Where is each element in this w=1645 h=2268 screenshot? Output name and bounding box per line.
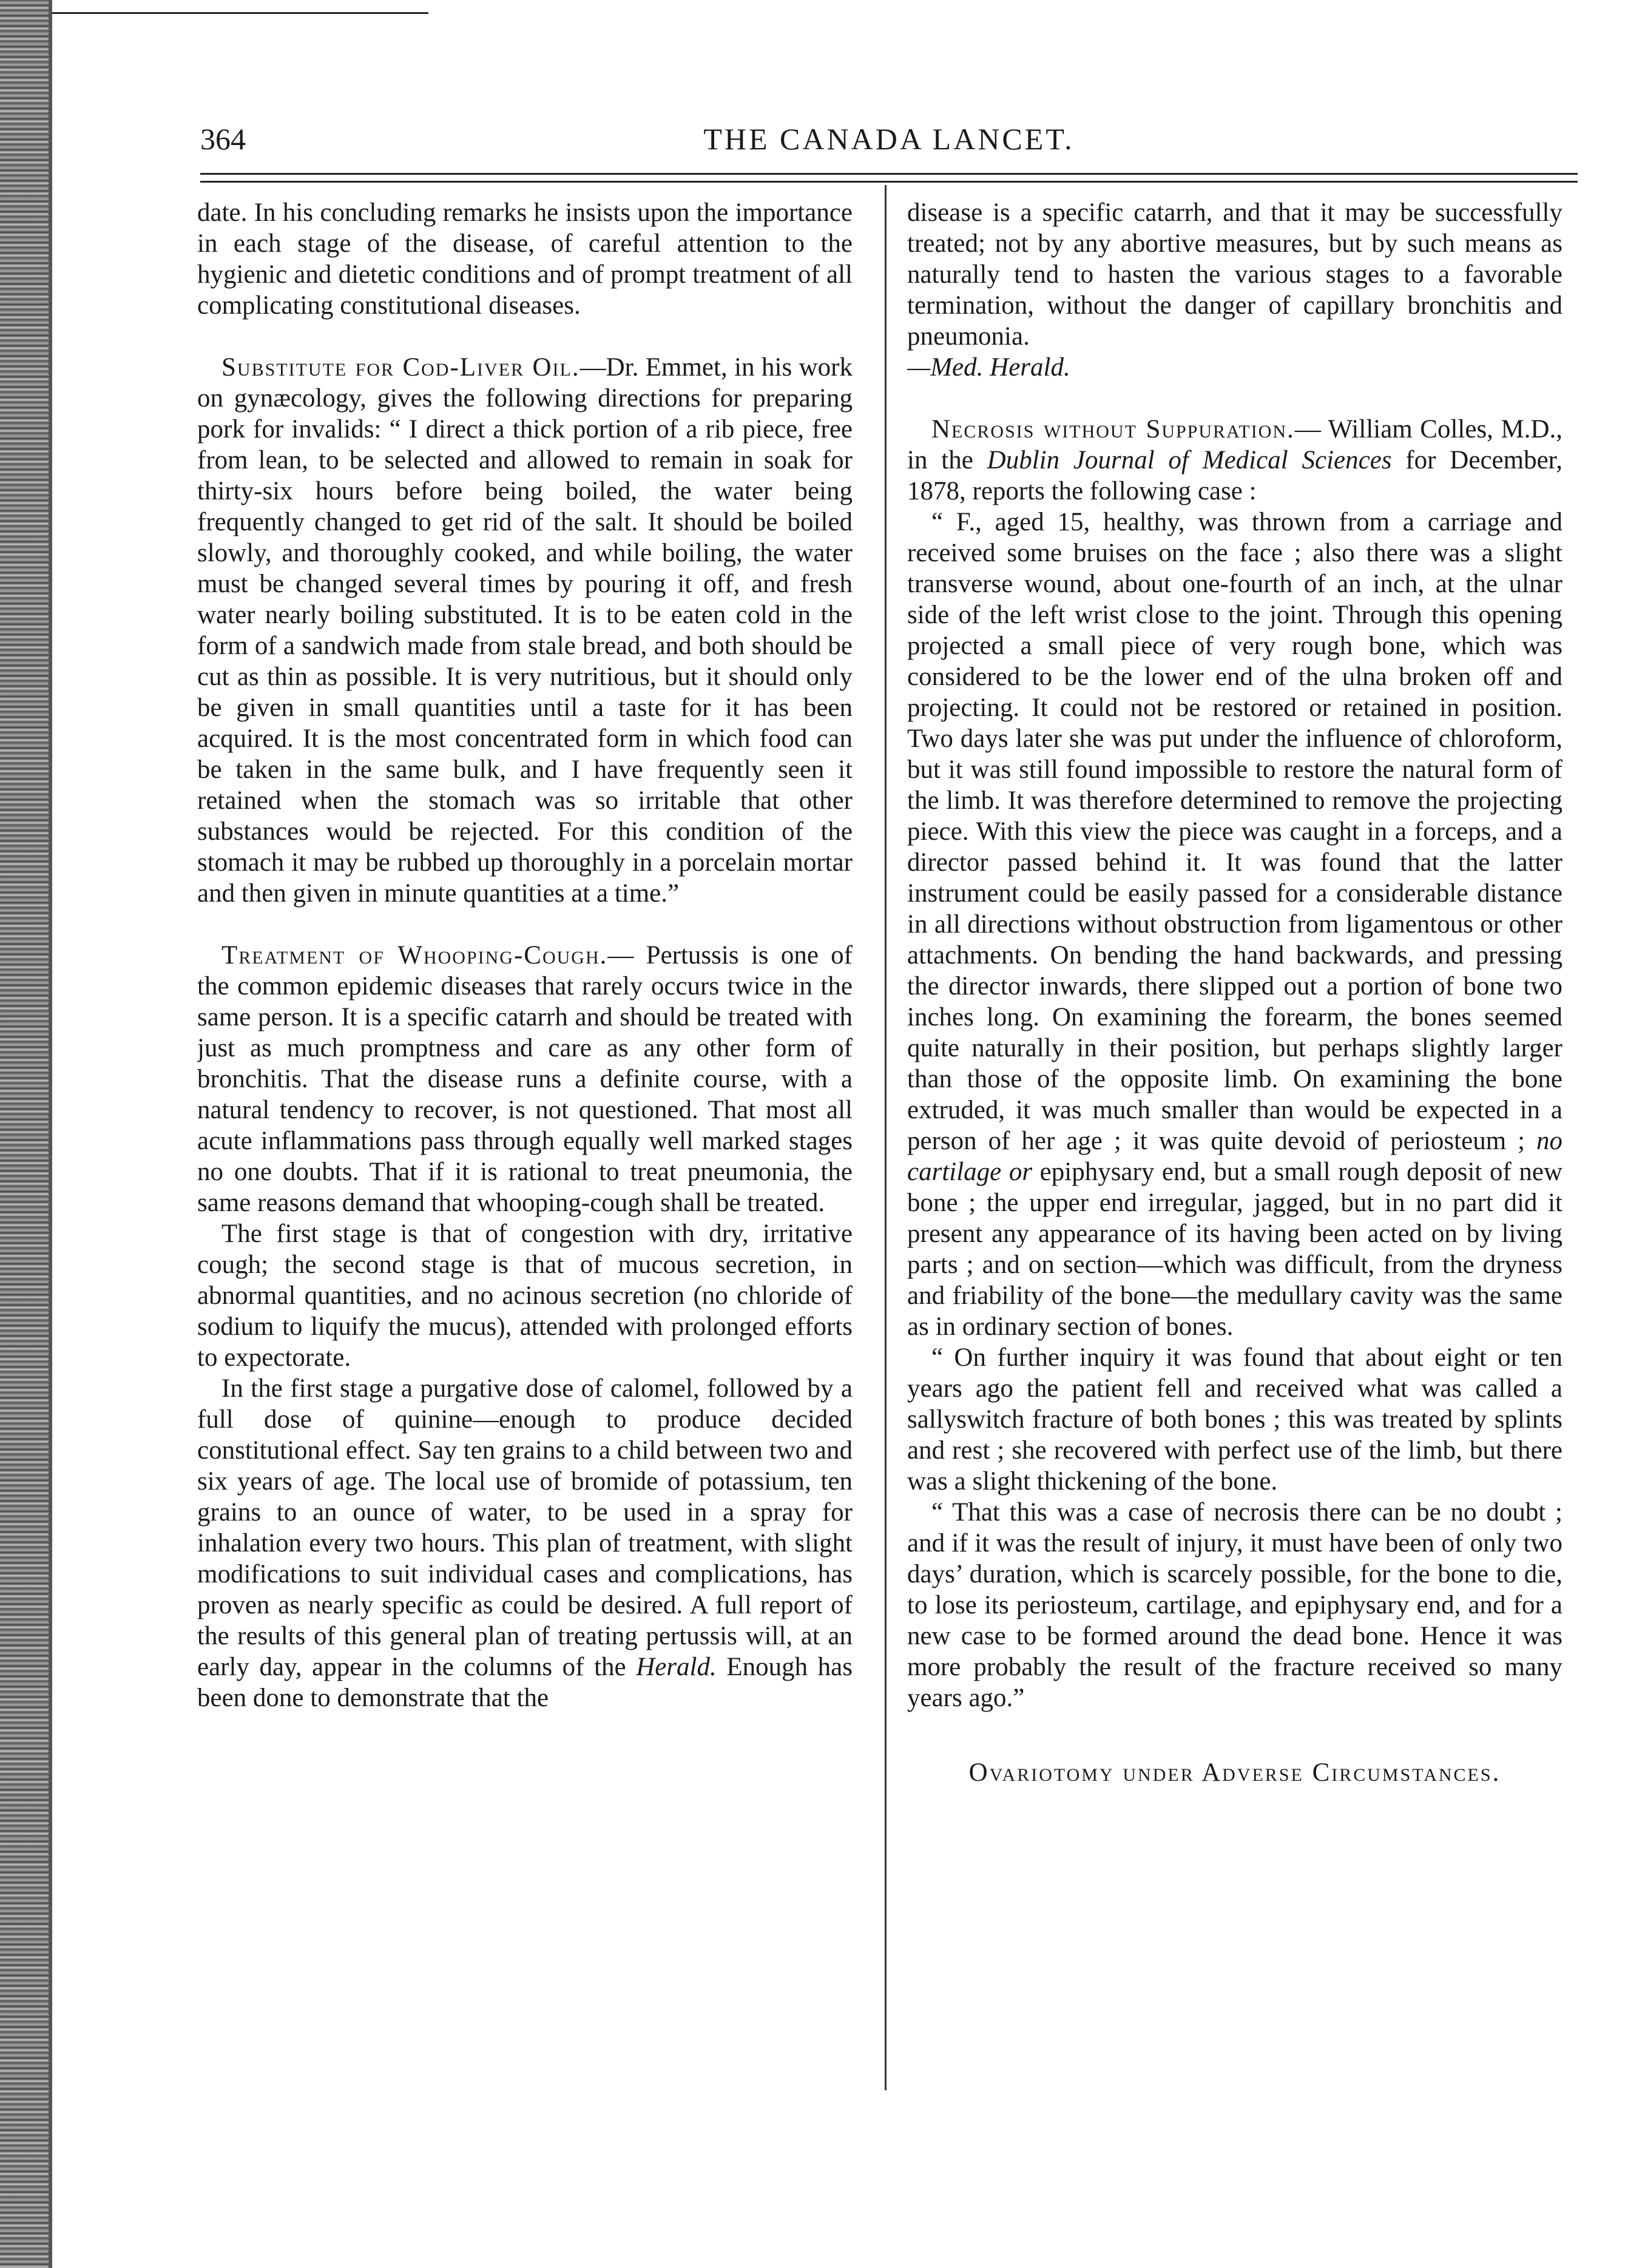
italic-phrase: no cartilage or: [907, 1127, 1562, 1186]
article-text: for December, 1878, reports the following case :: [907, 446, 1562, 505]
article-whooping-cough: [197, 940, 853, 1218]
article-heading: Necrosis without Suppuration.: [931, 415, 1295, 444]
source-citation: —Med. Herald.: [907, 353, 1070, 382]
article-text: —Dr. Emmet, in his work on gynæcology, gives the following directions for preparing pork for invalids: “ I direct a thick portion of a rib piece, free from lean, to be selected and allowed to remain in soak for thirty-six hours before being boiled, the water being frequently changed to get rid of the salt. It should be boiled slowly, and thoroughly cooked, and while boiling, the water must be changed several times by pouring it off, and fresh water nearly boiling substituted. It is to be eaten cold in the form of a sandwich made from stale bread, and both should be cut as thin as possible. It is very nutritious, but it should only be given in small quantities until a taste for it has been acquired. It is the most concentrated form in which food can be taken in the same bulk, and I have frequently seen it retained when the stomach was so irritable that other substances would be rejected. For this condition of the stomach it may be rubbed up thoroughly in a porcelain mortar and then given in minute quantities at a time.”: [197, 353, 853, 908]
article-text: — Pertussis is one of the common epidemic diseases that rarely occurs twice in the same person. It is a specific catarrh and should be treated with just as much promptness and care as any other form of bronchitis. That the disease runs a definite course, with a natural tendency to recover, is not questioned. That most all acute inflammations pass through equally well marked stages no one doubts. That if it is rational to treat pneumonia, the same reasons demand that whooping-cough shall be treated.: [197, 941, 853, 1217]
paragraph: “ That this was a case of necrosis there can be no doubt ; and if it was the result of injury, it must have been of only two days’ duration, which is scarcely possible, for the bone to die, to lose its periosteum, cartilage, and epiphysary end, and for a new case to be formed around the dead bone. Hence it was more probably the result of the fracture received so many years ago.”: [907, 1498, 1562, 1712]
paragraph-text: In the first stage a purgative dose of calomel, followed by a full dose of quinine—enough to produce decided constitutional effect. Say ten grains to a child between two and six years of age. The local use of bromide of potassium, ten grains to an ounce of water, to be used in a spray for inhalation every two hours. This plan of treatment, with slight modifications to suit individual cases and complications, has proven as nearly specific as could be desired. A full report of the results of this general plan of treating pertussis will, at an early day, appear in the columns of the: [197, 1374, 853, 1681]
top-edge-rule: [52, 12, 428, 14]
running-title: THE CANADA LANCET.: [703, 122, 1075, 156]
article-heading: Substitute for Cod-Liver Oil.: [221, 353, 580, 382]
book-binding-edge: [0, 0, 49, 2268]
paragraph-text: epiphysary end, but a small rough deposit of new bone ; the upper end irregular, jagged, but in no part did it present any appearance of its having been acted on by living parts ; and on section—which was difficult, from the dryness and friability of the bone—the medullary cavity was the same as in ordinary section of bones.: [907, 1158, 1562, 1341]
header-double-rule: [200, 173, 1578, 183]
section-heading: Ovariotomy under Adverse Circumstances.: [968, 1758, 1501, 1787]
paragraph: date. In his concluding remarks he insists upon the importance in each stage of the disease, of careful attention to the hygienic and dietetic conditions and of prompt treatment of all complicating constitutional diseases.: [197, 198, 853, 320]
paragraph: The first stage is that of congestion with dry, irritative cough; the second stage is that of mucous secretion, in abnormal quantities, and no acinous secretion (no chloride of sodium to liquify the mucus), attended with prolonged efforts to expectorate.: [197, 1220, 853, 1372]
journal-title: Dublin Journal of Medical Sciences: [987, 446, 1392, 474]
paragraph: “ On further inquiry it was found that about eight or ten years ago the patient fell and received what was called a sallyswitch fracture of both bones ; this was treated by splints and rest ; she recovered with perfect use of the limb, but there was a slight thickening of the bone.: [907, 1343, 1562, 1496]
paragraph-text: “ F., aged 15, healthy, was thrown from a carriage and received some bruises on the face ; also there was a slight transverse wound, about one-fourth of an inch, at the ulnar side of the left wrist close to the joint. Through this opening projected a small piece of very rough bone, which was considered to be the lower end of the ulna broken off and projecting. It could not be restored or retained in position. Two days later she was put under the influence of chloroform, but it was still found impossible to restore the natural form of the limb. It was therefore determined to remove the projecting piece. With this view the piece was caught in a forceps, and a director passed behind it. It was found that the latter instrument could be easily passed for a considerable distance in all directions without obstruction from ligamentous or other attachments. On bending the hand backwards, and pressing the director inwards, there slipped out a portion of bone two inches long. On examining the forearm, the bones seemed quite naturally in their position, but perhaps slightly larger than those of the opposite limb. On examining the bone extruded, it was much smaller than would be expected in a person of her age ; it was quite devoid of periosteum ;: [907, 508, 1562, 1155]
article-text: — William Colles, M.D., in the: [907, 415, 1562, 474]
paragraph: [197, 1373, 853, 1713]
paragraph-text: Enough has been done to demonstrate that the: [197, 1653, 853, 1712]
article-necrosis: [907, 414, 1562, 507]
page-header: [200, 121, 1578, 170]
article-cod-liver-oil: [197, 352, 853, 909]
paragraph: [907, 197, 1562, 383]
paragraph-text: disease is a specific catarrh, and that it may be successfully treated; not by any abortive measures, but by such means as naturally tend to hasten the various stages to a favorable termination, without the danger of capillary bronchitis and pneumonia.: [907, 198, 1562, 351]
column-divider: [885, 185, 887, 2090]
page-number: 364: [200, 122, 246, 156]
binding-shadow: [49, 0, 52, 2268]
left-column: [197, 197, 853, 2096]
paragraph: [907, 507, 1562, 1342]
right-column: [907, 197, 1562, 2096]
article-heading: Treatment of Whooping-Cough.: [221, 941, 608, 970]
source-citation: Herald.: [636, 1653, 717, 1681]
